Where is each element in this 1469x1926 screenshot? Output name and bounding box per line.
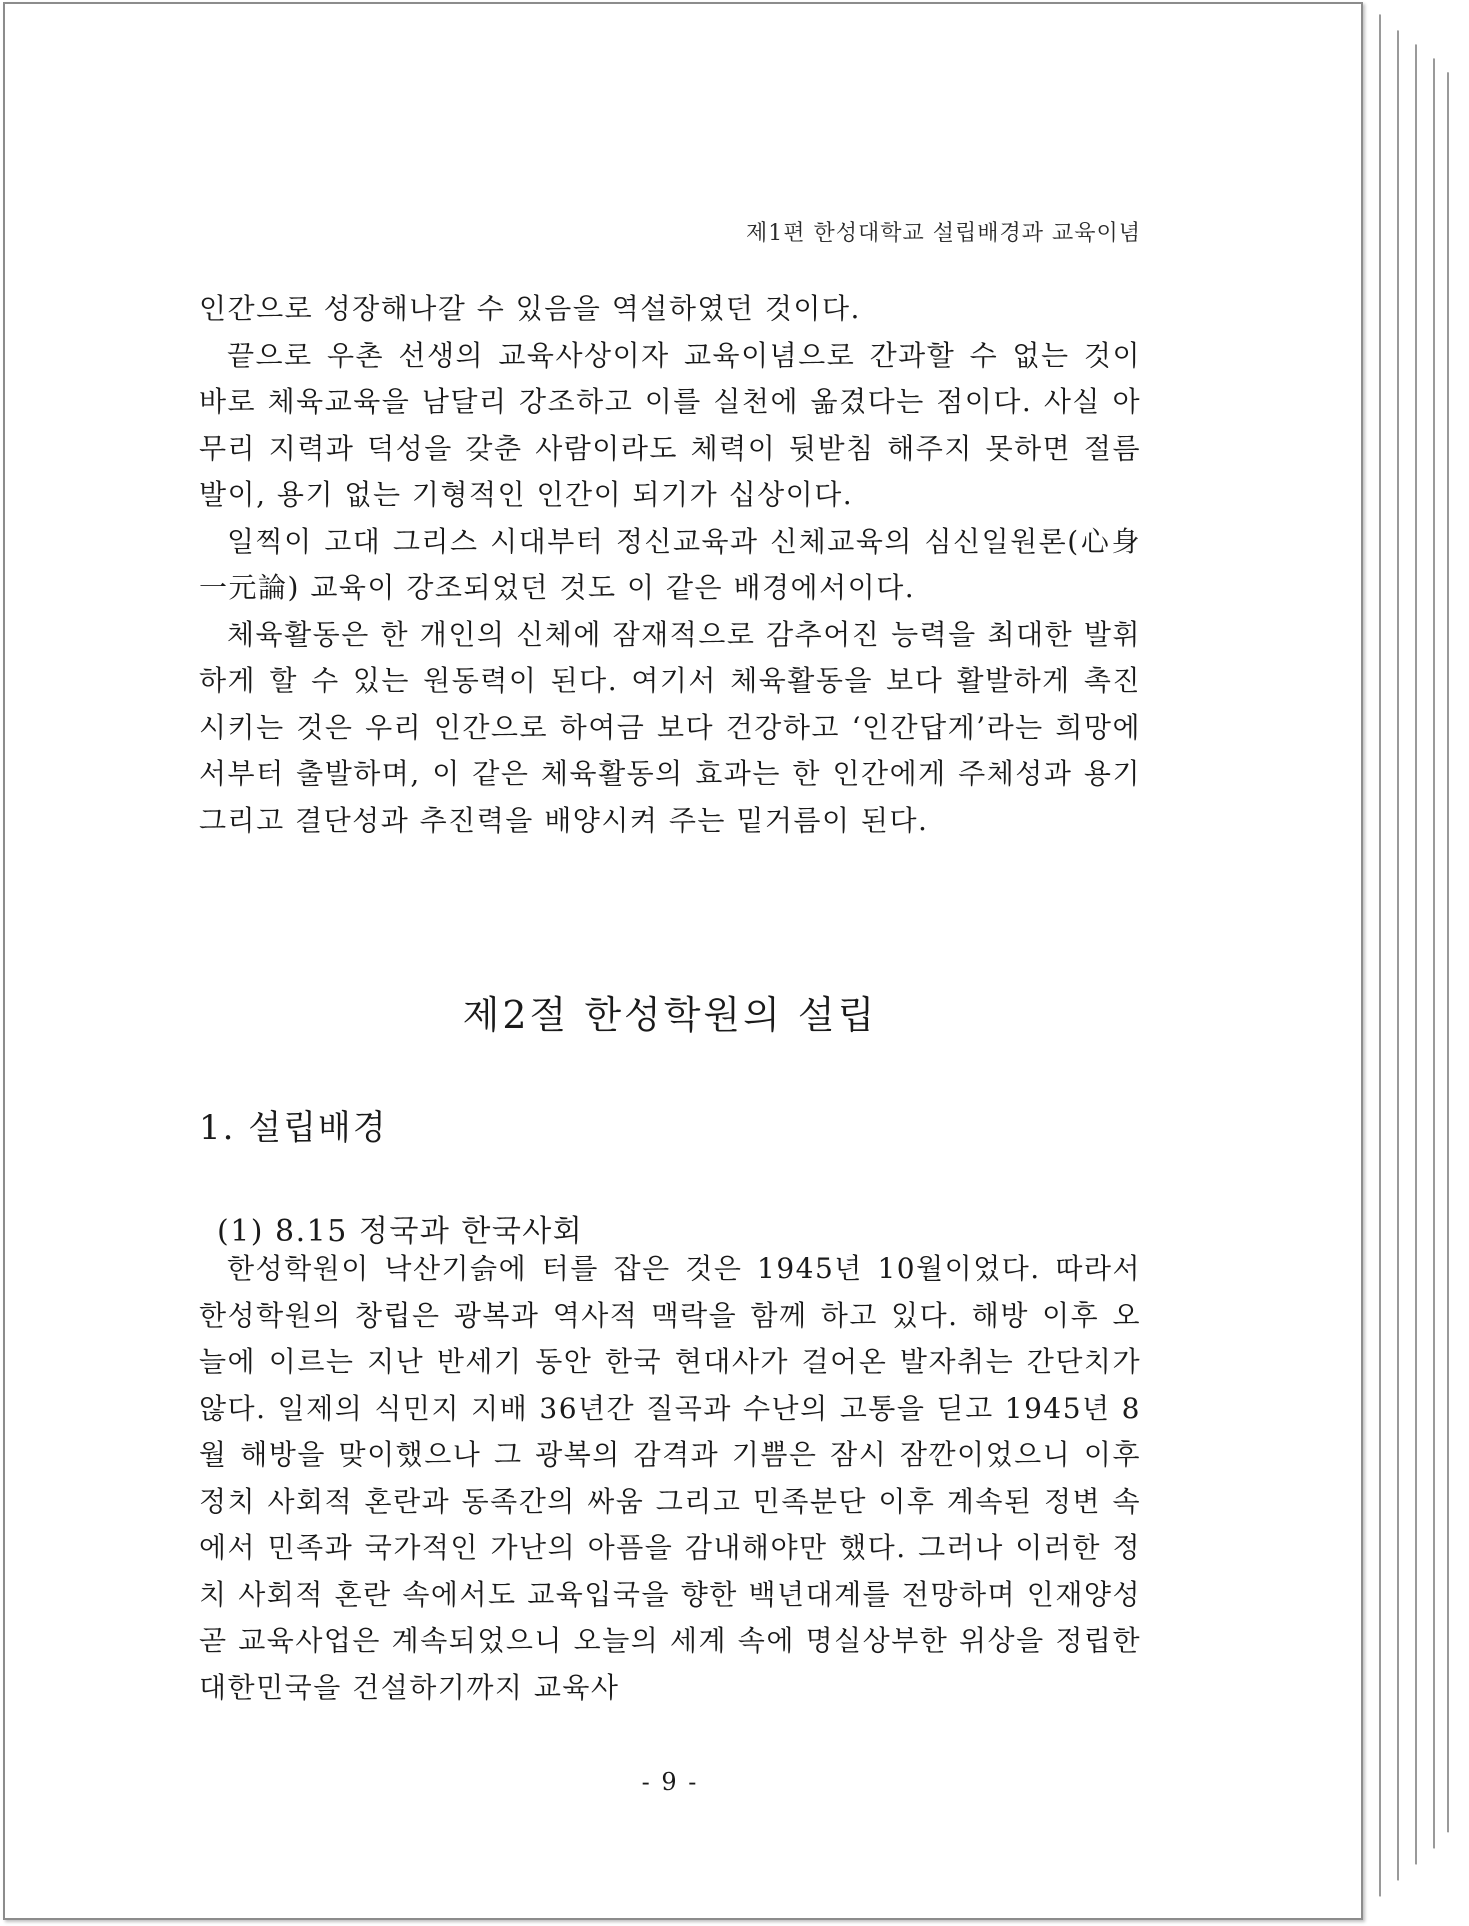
running-head: 제1편 한성대학교 설립배경과 교육이념 <box>745 221 1141 246</box>
body-text-top <box>199 286 1141 844</box>
body-text-bottom <box>199 1246 1141 1711</box>
paragraph: 인간으로 성장해나갈 수 있음을 역설하였던 것이다. <box>199 292 861 325</box>
paragraph: 한성학원이 낙산기슭에 터를 잡은 것은 1945년 10월이었다. 따라서 한성학원의 창립은 광복과 역사적 맥락을 함께 하고 있다. 해방 이후 오늘에 이르는 지난 반세기 동안 한국 현대사가 걸어온 발자취는 간단치가 않다. 일제의 식민지 지배 36년간 질곡과 수난의 고통을 딛고 1945년 8월 해방을 맞이했으나 그 광복의 감격과 기쁨은 잠시 잠깐이었으니 이후 정치 사회적 혼란과 동족간의 싸움 그리고 민족분단 이후 계속된 정변 속에서 민족과 국가적인 가난의 아픔을 감내해야만 했다. 그러나 이러한 정치 사회적 혼란 속에서도 교육입국을 향한 백년대계를 전망하며 인재양성 곧 교육사업은 계속되었으니 오늘의 세계 속에 명실상부한 위상을 정립한 대한민국을 건설하기까지 교육사 <box>199 1252 1141 1704</box>
page-stack-edge <box>1363 14 1381 1897</box>
page-stack-edge <box>1399 44 1417 1865</box>
page-stack-edge <box>1417 58 1435 1849</box>
sub-heading: 1. 설립배경 <box>199 1108 388 1148</box>
page-stack-edge <box>1435 72 1449 1833</box>
paragraph: 체육활동은 한 개인의 신체에 잠재적으로 감추어진 능력을 최대한 발휘하게 할 수 있는 원동력이 된다. 여기서 체육활동을 보다 활발하게 촉진시키는 것은 우리 인간으로 하여금 보다 건강하고 ‘인간답게’라는 희망에서부터 출발하며, 이 같은 체육활동의 효과는 한 인간에게 주체성과 용기 그리고 결단성과 추진력을 배양시켜 주는 밑거름이 된다. <box>199 617 1141 837</box>
paragraph: 끝으로 우촌 선생의 교육사상이자 교육이념으로 간과할 수 없는 것이 바로 체육교육을 남달리 강조하고 이를 실천에 옮겼다는 점이다. 사실 아무리 지력과 덕성을 갖춘 사람이라도 체력이 뒷받침 해주지 못하면 절름발이, 용기 없는 기형적인 인간이 되기가 십상이다. <box>199 338 1141 511</box>
page-number: - 9 - <box>641 1768 699 1796</box>
page-stack-edge <box>1381 30 1399 1881</box>
book-page <box>3 2 1363 1920</box>
paragraph: 일찍이 고대 그리스 시대부터 정신교육과 신체교육의 심신일원론(心身一元論) 교육이 강조되었던 것도 이 같은 배경에서이다. <box>199 524 1141 604</box>
sub-sub-heading: (1) 8.15 정국과 한국사회 <box>217 1214 584 1249</box>
section-title: 제2절 한성학원의 설립 <box>462 993 878 1037</box>
